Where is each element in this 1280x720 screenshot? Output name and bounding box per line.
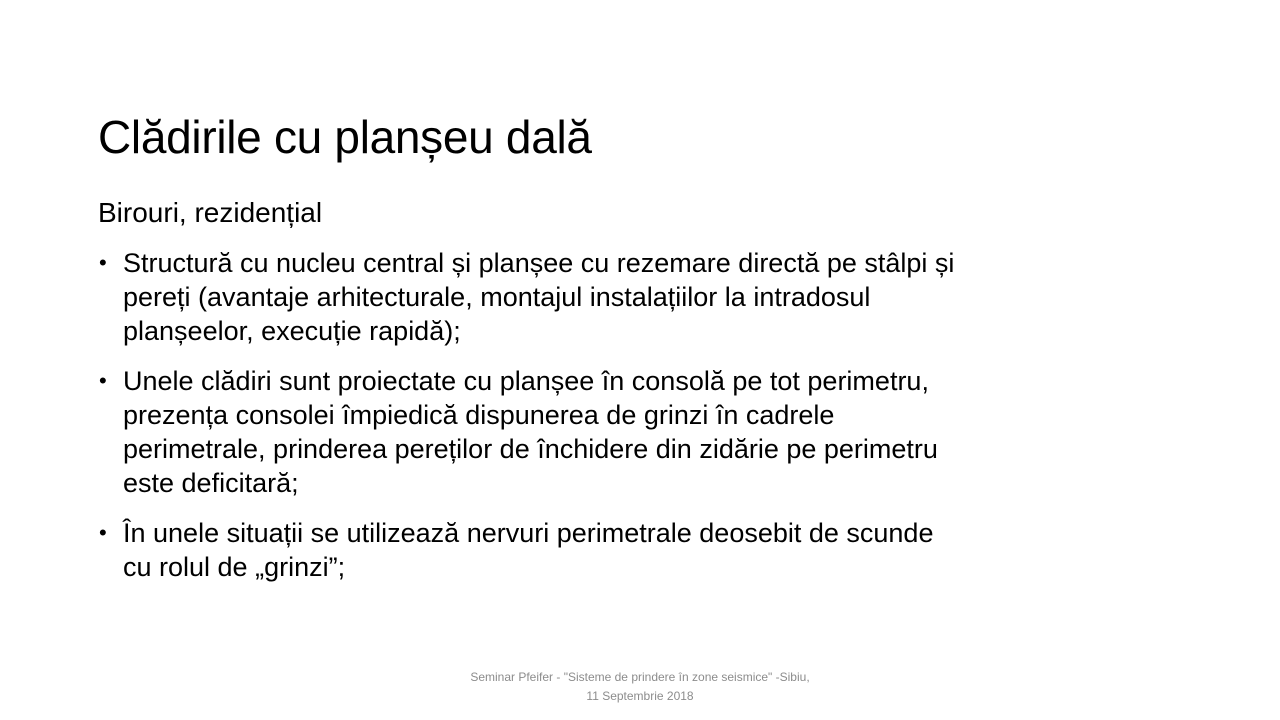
slide-title: Clădirile cu planșeu dală — [98, 110, 592, 163]
bullet-text-line: În unele situații se utilizează nervuri perimetrale deosebit de scunde — [123, 518, 934, 548]
bullet-text-line: perimetrale, prinderea pereților de închidere din zidărie pe perimetru — [123, 434, 938, 464]
bullet-text-line: este deficitară; — [123, 468, 299, 498]
bullet-point-icon: • — [99, 368, 107, 393]
bullet-item — [98, 516, 1188, 584]
bullet-item — [98, 364, 1188, 500]
footer-line: 11 Septembrie 2018 — [586, 689, 694, 703]
bullet-text-line: planșeelor, execuție rapidă); — [123, 316, 461, 346]
slide-content — [98, 196, 1188, 600]
bullet-point-icon: • — [99, 250, 107, 275]
bullet-item — [98, 246, 1188, 348]
bullet-point-icon: • — [99, 520, 107, 545]
bullet-text-line: Unele clădiri sunt proiectate cu planșee în consolă pe tot perimetru, — [123, 366, 929, 396]
bullet-text-line: cu rolul de „grinzi”; — [123, 552, 346, 582]
slide-footer — [380, 668, 900, 706]
intro-text: Birouri, rezidențial — [98, 197, 323, 228]
footer-line: Seminar Pfeifer - "Sisteme de prindere în zone seismice" -Sibiu, — [470, 670, 810, 684]
bullet-text-line: prezența consolei împiedică dispunerea de grinzi în cadrele — [123, 400, 835, 430]
bullet-text-line: Structură cu nucleu central și planșee cu rezemare directă pe stâlpi și — [123, 248, 955, 278]
bullet-text-line: pereți (avantaje arhitecturale, montajul instalațiilor la intradosul — [123, 282, 871, 312]
bullet-list — [98, 246, 1188, 584]
